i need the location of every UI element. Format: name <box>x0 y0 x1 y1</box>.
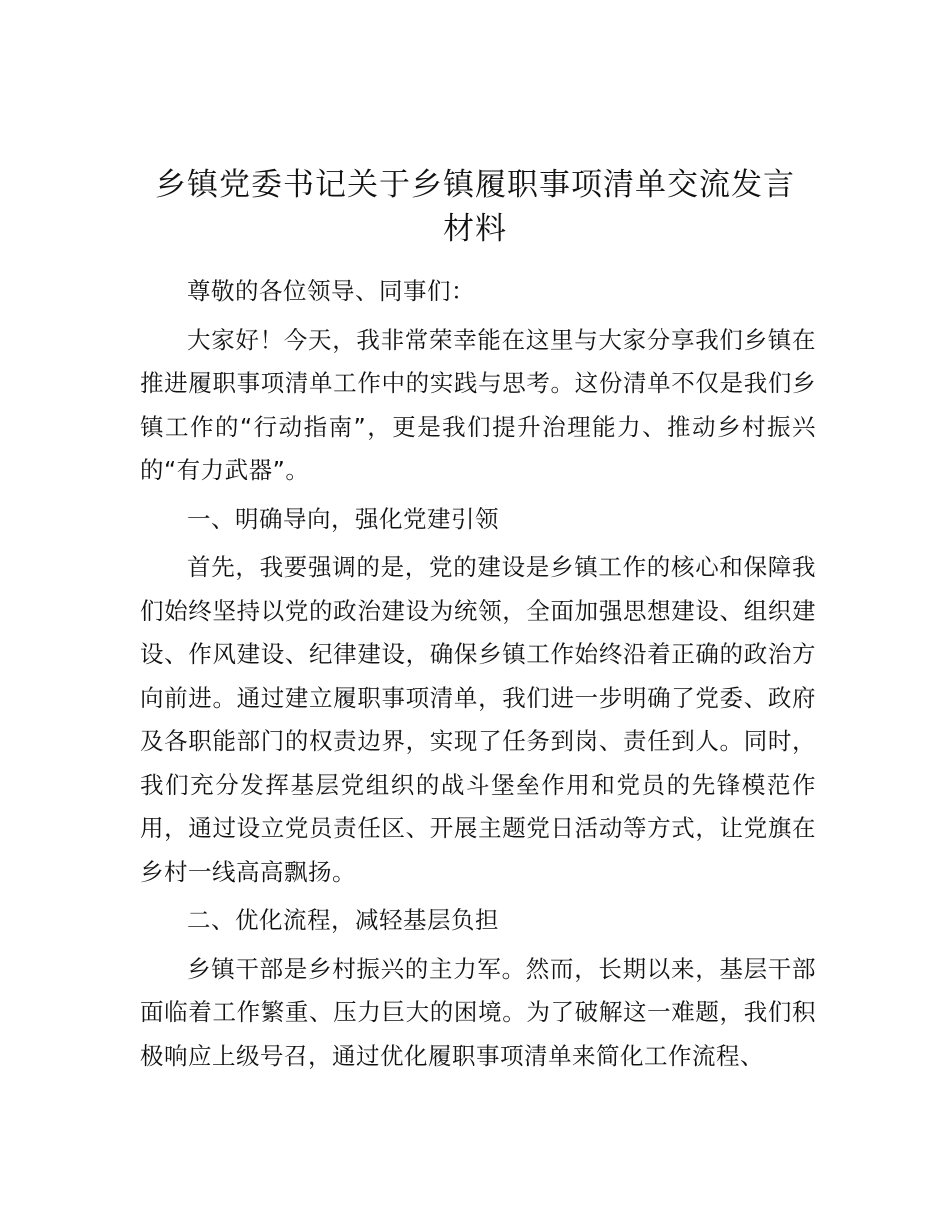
salutation: 尊敬的各位领导、同事们： <box>187 277 475 305</box>
document-title: 乡镇党委书记关于乡镇履职事项清单交流发言材料 <box>155 167 795 247</box>
section-1-paragraph: 首先，我要强调的是，党的建设是乡镇工作的核心和保障我们始终坚持以党的政治建设为统领，全面加强思想建设、组织建设、作风建设、纪律建设，确保乡镇工作始终沿着正确的政治方向前进。通过建立履职事项清单，我们进一步明确了党委、政府及各职能部门的权责边界，实现了任务到岗、责任到人。同时，我们充分发挥基层党组织的战斗堡垒作用和党员的先锋模范作用，通过设立党员责任区、开展主题党日活动等方式，让党旗在乡村一线高高飘扬。 <box>140 553 816 886</box>
section-heading-1: 一、明确导向，强化党建引领 <box>187 504 499 533</box>
section-2-paragraph: 乡镇干部是乡村振兴的主力军。然而，长期以来，基层干部面临着工作繁重、压力巨大的困境。为了破解这一难题，我们积极响应上级号召，通过优化履职事项清单来简化工作流程、 <box>140 954 816 1070</box>
section-heading-2: 二、优化流程，减轻基层负担 <box>187 906 499 934</box>
document-body <box>140 270 816 1078</box>
opening-paragraph: 大家好！今天，我非常荣幸能在这里与大家分享我们乡镇在推进履职事项清单工作中的实践与思考。这份清单不仅是我们乡镇工作的“行动指南”，更是我们提升治理能力、推动乡村振兴的“有力武器”。 <box>140 325 816 484</box>
